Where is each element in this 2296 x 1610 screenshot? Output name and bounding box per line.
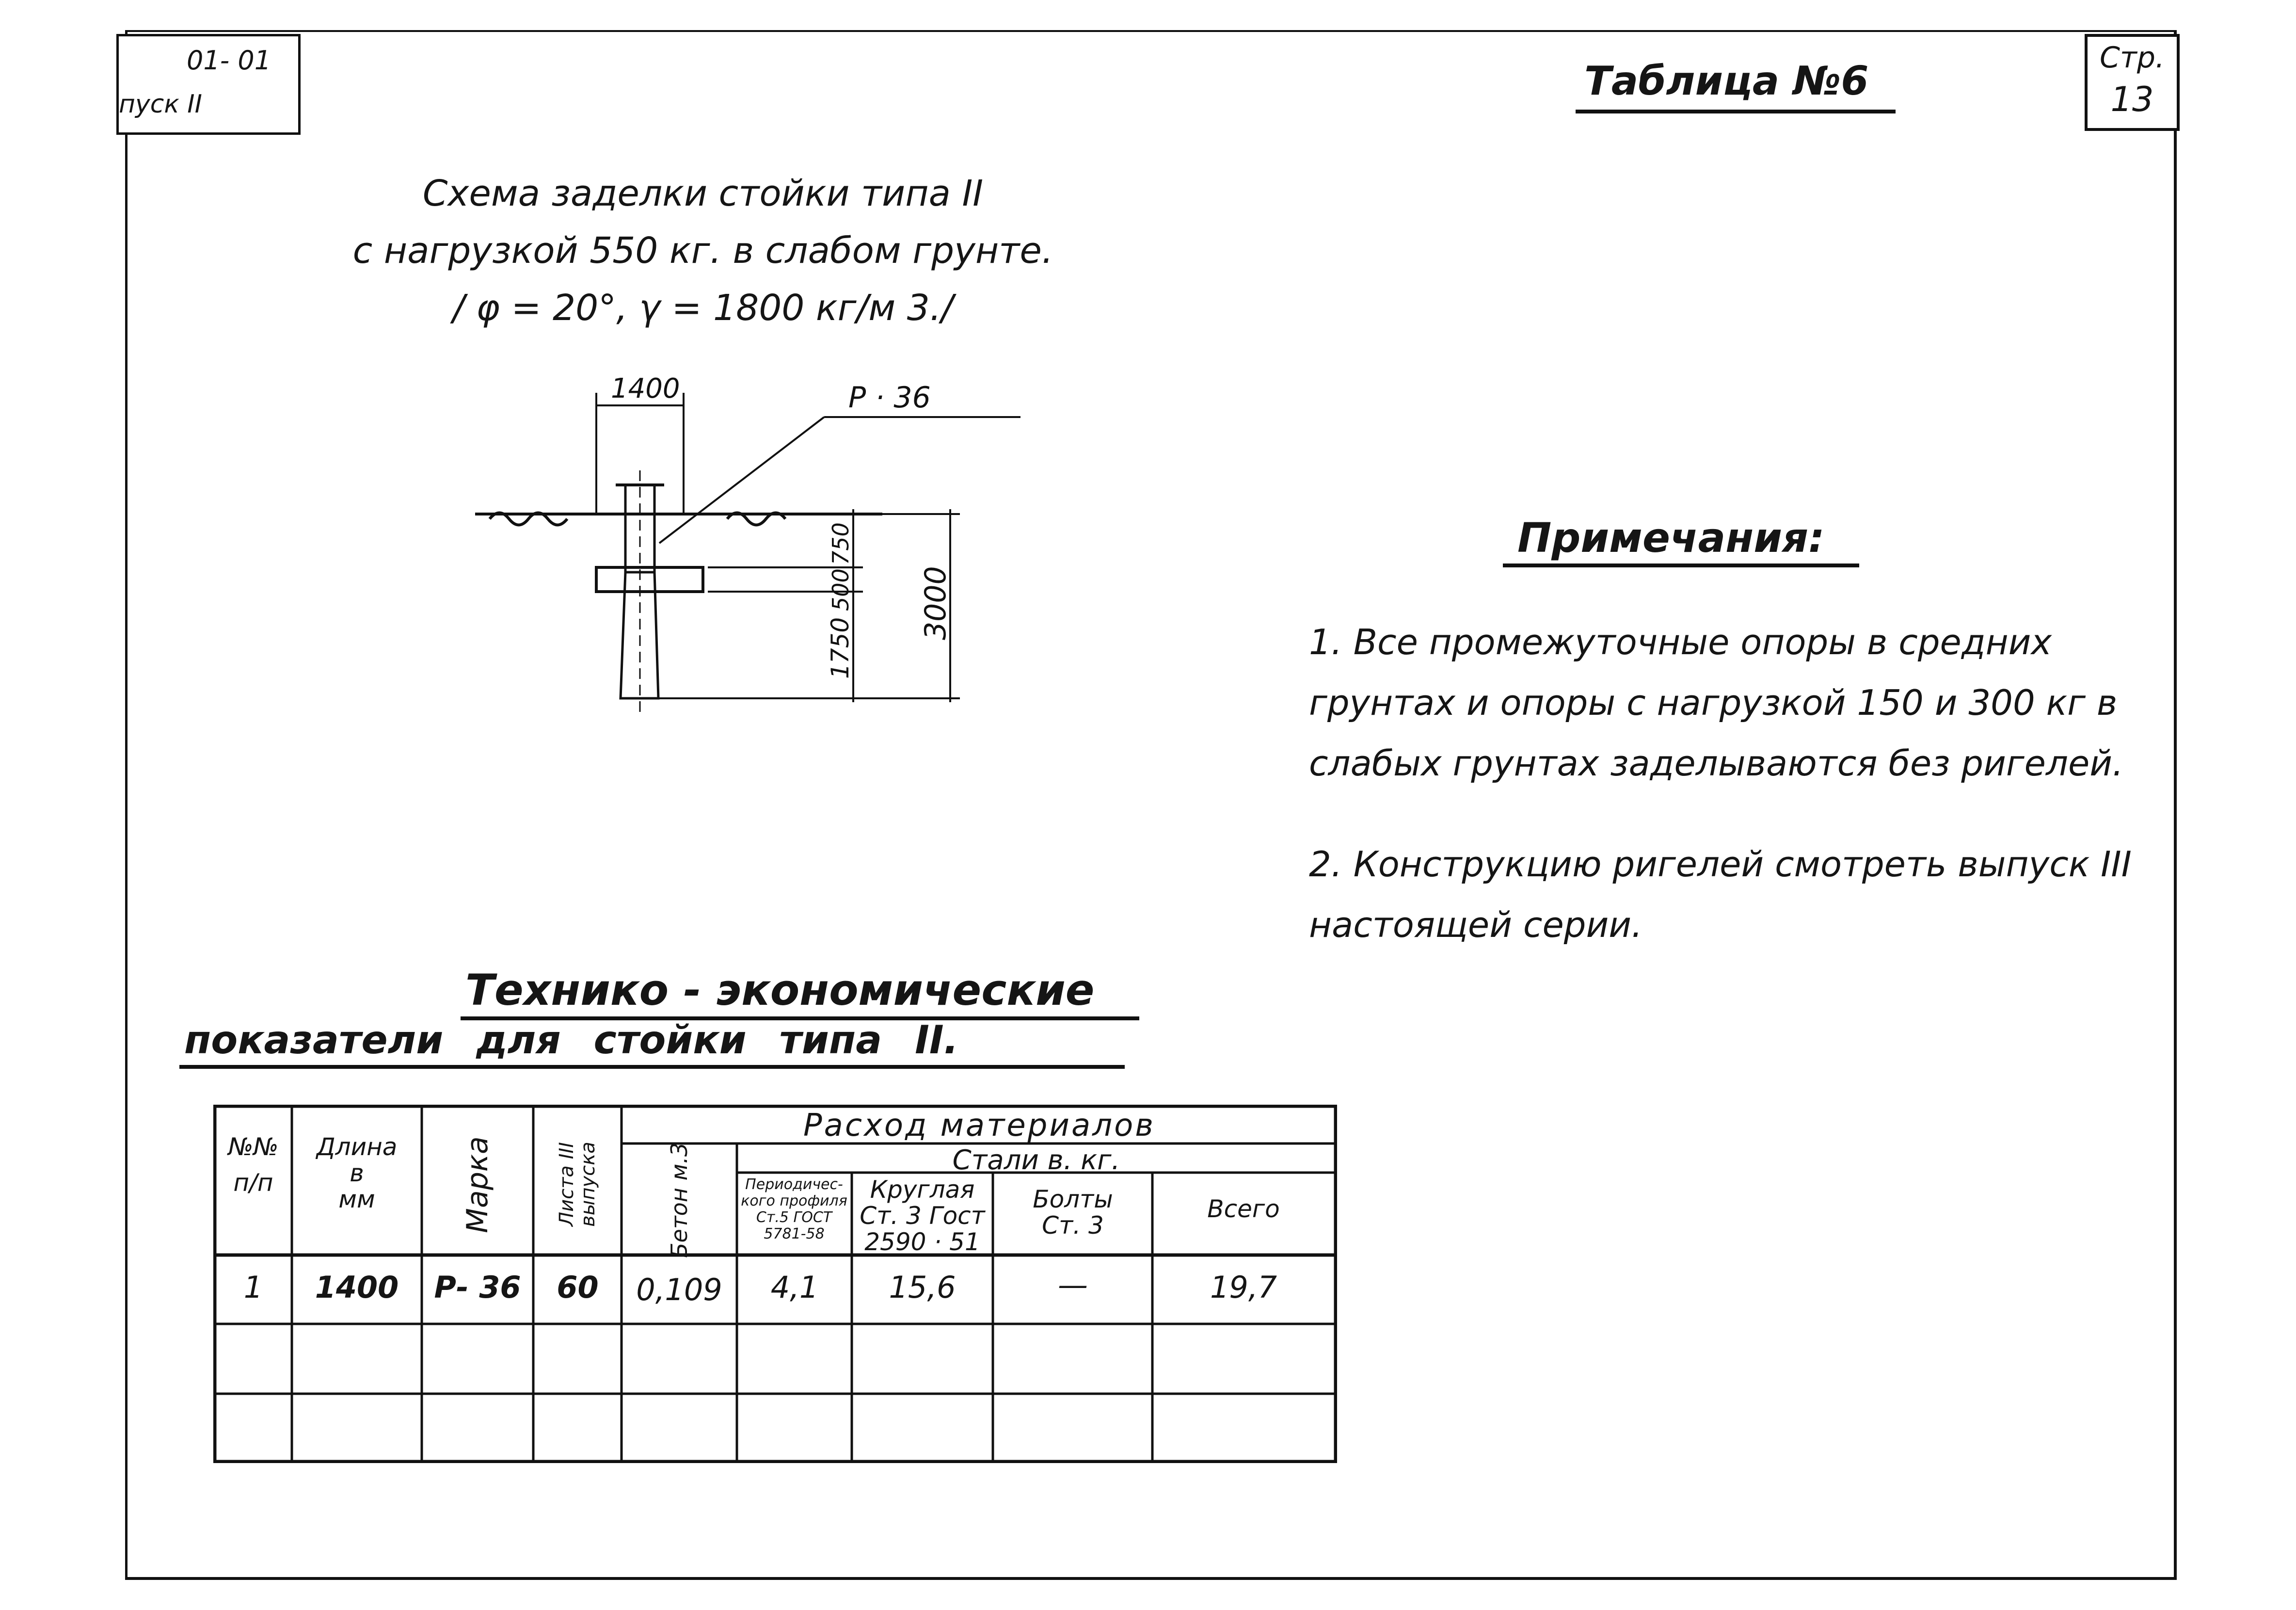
tei-title-line1: Технико - экономические bbox=[465, 965, 1095, 1015]
header-consumption: Расход материалов bbox=[803, 1108, 1155, 1143]
header-sheet: Листа III выпуска bbox=[556, 1142, 599, 1227]
stamp-left-code: 01- 01 bbox=[187, 45, 271, 76]
dim-1750-label: 1750 bbox=[826, 617, 854, 679]
dim-500-label: 500 bbox=[828, 568, 854, 611]
header-round: Круглая Ст. 3 Гост 2590 · 51 bbox=[860, 1175, 985, 1256]
dim-750-label: 750 bbox=[828, 522, 854, 565]
page-label: Стр. bbox=[2099, 41, 2165, 75]
dim-top-label: 1400 bbox=[611, 373, 680, 404]
header-concrete: Бетон м.3 bbox=[666, 1142, 692, 1258]
header-bolts: Болты Ст. 3 bbox=[1033, 1185, 1113, 1240]
header-num: №№ п/п bbox=[228, 1133, 279, 1197]
cell-n: 1 bbox=[243, 1270, 263, 1305]
cell-sheet: 60 bbox=[557, 1270, 599, 1305]
scheme-title bbox=[291, 165, 1115, 337]
header-length: Длина в мм bbox=[316, 1133, 398, 1213]
header-periodic: Периодичес-кого профиля Ст.5 ГОСТ 5781-58 bbox=[741, 1176, 847, 1242]
stamp-page bbox=[2085, 34, 2180, 131]
cell-concrete: 0,109 bbox=[636, 1272, 722, 1307]
cell-periodic: 4,1 bbox=[770, 1270, 819, 1305]
scheme-title-line1: Схема заделки стойки типа II bbox=[422, 173, 984, 214]
header-total: Всего bbox=[1207, 1195, 1280, 1223]
cell-bolts: — bbox=[1058, 1267, 1088, 1303]
cell-round: 15,6 bbox=[889, 1270, 956, 1305]
scheme-title-line2: с нагрузкой 550 кг. в слабом грунте. bbox=[352, 230, 1053, 272]
tei-title-underline2 bbox=[179, 1065, 1125, 1069]
tei-table bbox=[213, 1105, 1337, 1463]
embedding-scheme bbox=[436, 359, 1067, 727]
tei-title-line2: показатели для стойки типа II. bbox=[184, 1017, 958, 1063]
scheme-title-line3: / φ = 20°, γ = 1800 кг/м 3./ bbox=[452, 287, 954, 329]
stamp-left-issue: пуск II bbox=[119, 90, 202, 119]
cell-length: 1400 bbox=[315, 1270, 399, 1305]
header-steel: Стали в. кг. bbox=[952, 1144, 1120, 1176]
dim-3000-label: 3000 bbox=[919, 566, 953, 640]
note-item-1: 1. Все промежуточные опоры в средних грунтах и опоры с нагрузкой 150 и 300 кг в слабых грунтах заделываются без ригелей. bbox=[1309, 622, 2123, 784]
note-item-2: 2. Конструкцию ригелей смотреть выпуск III настоящей серии. bbox=[1309, 844, 2132, 945]
stamp-left bbox=[116, 34, 301, 135]
cell-total: 19,7 bbox=[1210, 1270, 1277, 1305]
table-number: Таблица №6 bbox=[1584, 58, 1869, 104]
cell-mark: Р- 36 bbox=[434, 1270, 521, 1305]
notes-heading-underline bbox=[1503, 564, 1859, 567]
header-mark: Марка bbox=[461, 1136, 494, 1233]
table-number-underline bbox=[1576, 110, 1896, 113]
notes-heading: Примечания: bbox=[1517, 514, 1825, 562]
page-number: 13 bbox=[2110, 80, 2154, 119]
riser-label: Р · 36 bbox=[848, 381, 931, 415]
